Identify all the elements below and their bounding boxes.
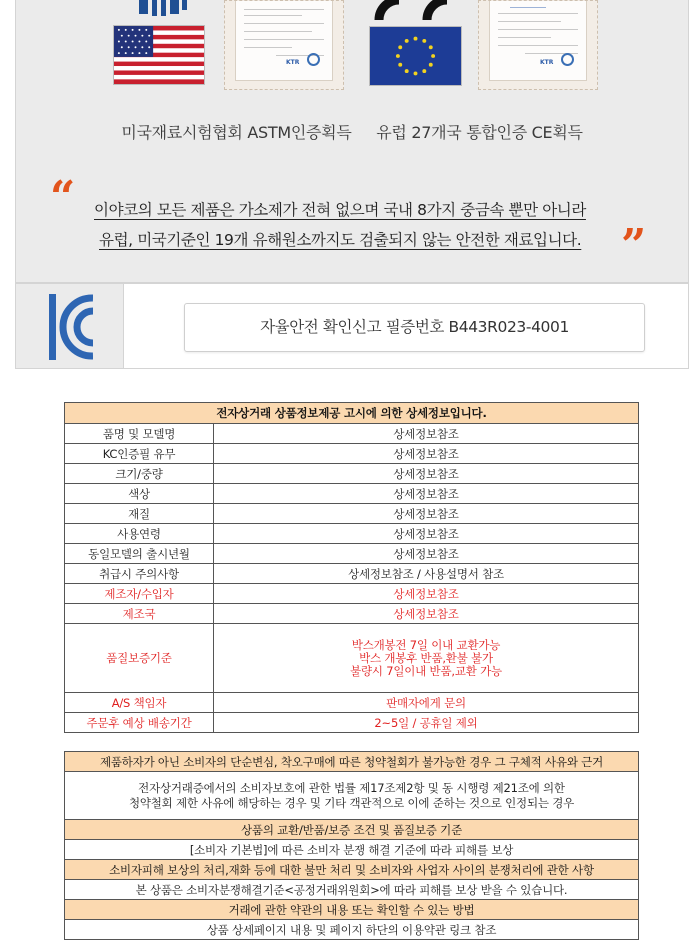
ce-certificate-image bbox=[478, 0, 598, 90]
row-value: 상세정보참조 / 사용설명서 참조 bbox=[214, 564, 639, 584]
policy-header-row bbox=[65, 820, 639, 840]
table-row bbox=[65, 584, 639, 604]
row-value: 상세정보참조 bbox=[214, 544, 639, 564]
row-label: 크기/중량 bbox=[65, 464, 214, 484]
policy-header-row bbox=[65, 860, 639, 880]
quality-line-2: 박스 개봉후 반품,환불 불가 bbox=[359, 650, 493, 665]
certification-panel bbox=[15, 0, 689, 283]
certificate-badge: KTR bbox=[540, 59, 554, 66]
table-row bbox=[65, 604, 639, 624]
row-label: 동일모델의 출시년월 bbox=[65, 544, 214, 564]
row-value: 상세정보참조 bbox=[214, 524, 639, 544]
ce-mark-logo bbox=[369, 0, 463, 22]
row-label: 주문후 예상 배송기간 bbox=[65, 713, 214, 733]
row-value: 상세정보참조 bbox=[214, 464, 639, 484]
astm-caption: 미국재료시험협회 ASTM인증획득 bbox=[121, 123, 352, 142]
table-row bbox=[65, 693, 639, 713]
row-label: 품질보증기준 bbox=[65, 624, 214, 693]
astm-logo bbox=[121, 0, 211, 18]
row-label: 품명 및 모델명 bbox=[65, 424, 214, 444]
row-value: 상세정보참조 bbox=[214, 444, 639, 464]
row-label: 색상 bbox=[65, 484, 214, 504]
eu-flag-icon bbox=[369, 26, 462, 86]
row-value: 상세정보참조 bbox=[214, 604, 639, 624]
astm-certificate-image bbox=[224, 0, 344, 90]
row-label: 재질 bbox=[65, 504, 214, 524]
policy-text-row bbox=[65, 840, 639, 860]
ce-caption: 유럽 27개국 통합인증 CE획득 bbox=[376, 123, 583, 142]
row-label: KC인증필 유무 bbox=[65, 444, 214, 464]
policy-table bbox=[64, 751, 639, 940]
quote-line-2: 유럽, 미국기준인 19개 유해원소까지도 검출되지 않는 안전한 재료입니다. bbox=[99, 231, 582, 249]
table-row bbox=[65, 464, 639, 484]
row-label: 취급시 주의사항 bbox=[65, 564, 214, 584]
policy-text-row bbox=[65, 880, 639, 900]
policy-text bbox=[65, 772, 639, 820]
table-row bbox=[65, 444, 639, 464]
policy-heading: 소비자피해 보상의 처리,재화 등에 대한 불만 처리 및 소비자와 사업자 사이의 분쟁처리에 관한 사항 bbox=[65, 860, 639, 880]
kc-mark-icon bbox=[49, 294, 93, 360]
row-label: A/S 책임자 bbox=[65, 693, 214, 713]
quality-line-1: 박스개봉전 7일 이내 교환가능 bbox=[351, 637, 501, 652]
table-row bbox=[65, 504, 639, 524]
certification-caption bbox=[16, 120, 688, 143]
row-label: 제조자/수입자 bbox=[65, 584, 214, 604]
row-value: 2~5일 / 공휴일 제외 bbox=[214, 713, 639, 733]
row-label: 사용연령 bbox=[65, 524, 214, 544]
policy-text-row bbox=[65, 920, 639, 940]
row-value: 상세정보참조 bbox=[214, 424, 639, 444]
table-row bbox=[65, 544, 639, 564]
table-row bbox=[65, 624, 639, 693]
table-row bbox=[65, 713, 639, 733]
open-quote-icon: “ bbox=[50, 172, 76, 223]
policy-heading: 제품하자가 아닌 소비자의 단순변심, 착오구매에 따른 청약철회가 불가능한 경우 그 구체적 사유와 근거 bbox=[65, 752, 639, 772]
kc-logo-cell bbox=[16, 284, 124, 368]
quality-line-3: 불량시 7일이내 반품,교환 가능 bbox=[350, 663, 502, 678]
row-label: 제조국 bbox=[65, 604, 214, 624]
table-row bbox=[65, 564, 639, 584]
row-value: 판매자에게 문의 bbox=[214, 693, 639, 713]
table-row bbox=[65, 524, 639, 544]
policy-text: 본 상품은 소비자분쟁해결기준<공정거래위원회>에 따라 피해를 보상 받을 수 있습니다. bbox=[65, 880, 639, 900]
policy-text-row bbox=[65, 772, 639, 820]
table-row bbox=[65, 424, 639, 444]
seal-icon bbox=[307, 53, 320, 66]
seal-icon bbox=[561, 53, 574, 66]
quote-line-1: 이야코의 모든 제품은 가소제가 전혀 없으며 국내 8가지 중금속 뿐만 아니라 bbox=[94, 201, 586, 219]
close-quote-icon: ” bbox=[621, 220, 647, 271]
table-title: 전자상거래 상품정보제공 고시에 의한 상세정보입니다. bbox=[65, 403, 639, 424]
table-header-row bbox=[65, 403, 639, 424]
kc-certificate-number: 자율안전 확인신고 필증번호 B443R023-4001 bbox=[184, 303, 645, 352]
row-value: 상세정보참조 bbox=[214, 584, 639, 604]
policy-text: [소비자 기본법]에 따른 소비자 분쟁 해결 기준에 따라 피해를 보상 bbox=[65, 840, 639, 860]
row-value: 상세정보참조 bbox=[214, 484, 639, 504]
policy-header-row bbox=[65, 900, 639, 920]
table-row bbox=[65, 484, 639, 504]
certificate-badge: KTR bbox=[286, 59, 300, 66]
quality-guarantee-value bbox=[214, 624, 639, 693]
product-info-table bbox=[64, 402, 639, 733]
us-flag-icon bbox=[113, 25, 205, 85]
row-value: 상세정보참조 bbox=[214, 504, 639, 524]
policy-text-line-2: 청약철회 제한 사유에 해당하는 경우 및 기타 객관적으로 이에 준하는 것으로 인정되는 경우 bbox=[128, 795, 575, 810]
policy-header-row bbox=[65, 752, 639, 772]
policy-heading: 상품의 교환/반품/보증 조건 및 품질보증 기준 bbox=[65, 820, 639, 840]
policy-heading: 거래에 관한 약관의 내용 또는 확인할 수 있는 방법 bbox=[65, 900, 639, 920]
safety-quote bbox=[16, 172, 688, 271]
policy-text: 상품 상세페이지 내용 및 페이지 하단의 이용약관 링크 참조 bbox=[65, 920, 639, 940]
kc-certification-row bbox=[15, 283, 689, 369]
policy-text-line-1: 전자상거래증에서의 소비자보호에 관한 법률 제17조제2항 및 동 시행령 제21조에 의한 bbox=[138, 780, 565, 795]
